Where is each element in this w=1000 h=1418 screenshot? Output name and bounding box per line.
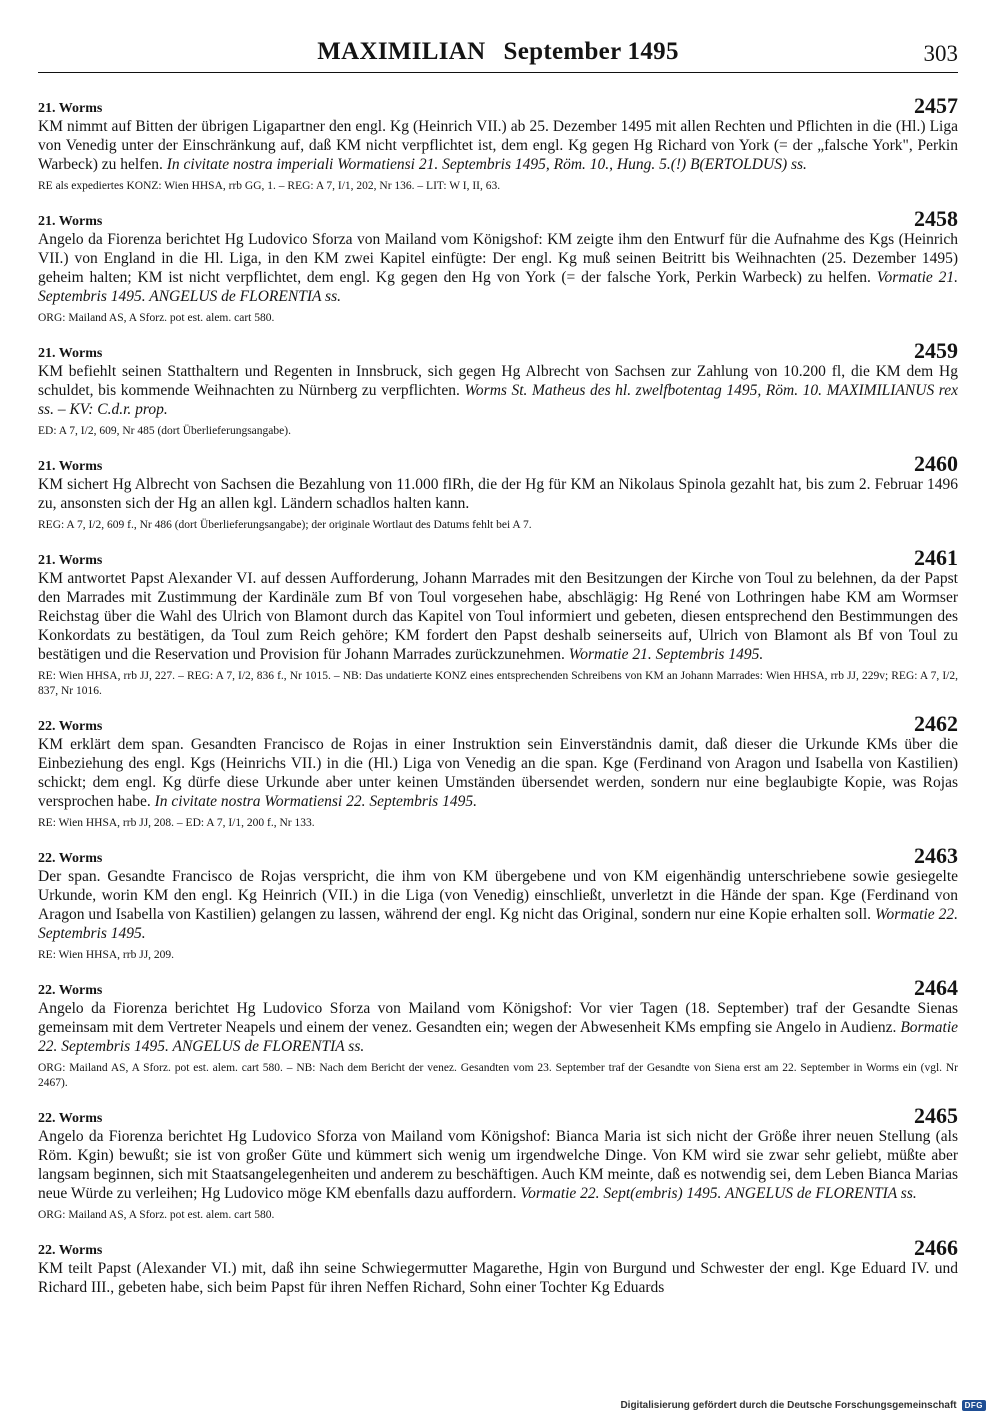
entry-notes: ORG: Mailand AS, A Sforz. pot est. alem. cart 580. xyxy=(38,312,275,324)
regest-entry xyxy=(38,845,958,963)
entry-text: KM nimmt auf Bitten der übrigen Ligapartner den engl. Kg (Heinrich VII.) ab 25. Dezember 1495 mit allen Rechten und Pflichten in die (Hl.) Liga von Venedig unter der Einschränkung auf, daß KM nicht verpflichtet ist, dem engl. Kg gegen Hg Richard von York (= der „falsche York", Perkin Warbeck) zu helfen. xyxy=(38,118,958,173)
entry-number: 2463 xyxy=(914,843,958,868)
regest-entry xyxy=(38,713,958,831)
entry-text: KM befiehlt seinen Statthaltern und Regenten in Innsbruck, sich gegen Hg Albrecht von Sachsen zur Zahlung von 10.200 fl, die KM dem Hg schuldet, bis kommende Weihnachten zu Nürnberg zu verpflichten. xyxy=(38,363,958,399)
entry-number: 2462 xyxy=(914,711,958,736)
entry-number: 2458 xyxy=(914,206,958,231)
entry-text: KM teilt Papst (Alexander VI.) mit, daß ihn seine Schwiegermutter Magarethe, Hgin von Burgund und Schwester der engl. Kge Eduard IV. und Richard III., gebeten habe, sich beim Papst für ihren Neffen Richard, Sohn einer Tochter Kg Eduards xyxy=(38,1260,958,1296)
entry-head xyxy=(38,845,958,867)
dfg-logo: DFG xyxy=(962,1400,986,1411)
entry-dating: In civitate nostra Wormatiensi 22. Septembris 1495. xyxy=(154,793,477,810)
regest-entry xyxy=(38,1105,958,1223)
entry-date: 21. Worms xyxy=(38,214,103,229)
entry-text: KM erklärt dem span. Gesandten Francisco de Rojas in einer Instruktion sein Einverständnis damit, daß dieser die Urkunde KMs über die Einbeziehung des engl. Kgs (Heinrichs VII.) in die (Hl.) Liga von Venedig an die span. Kge (Ferdinand von Aragon und Isabella von Kastilien) schickt; dem engl. Kg dürfe diese Urkunde aber unter keinen Umständen übersendet werden, sondern nur eine beglaubigte Kopie, was Rojas versprochen habe. xyxy=(38,736,958,810)
entry-date: 22. Worms xyxy=(38,719,103,734)
regest-entry xyxy=(38,547,958,699)
entry-head xyxy=(38,95,958,117)
page-number: 303 xyxy=(923,41,958,66)
entry-head xyxy=(38,1105,958,1127)
entry-number: 2461 xyxy=(914,545,958,570)
regest-entry xyxy=(38,977,958,1091)
entry-dating: Vormatie 21. Septembris 1495. ANGELUS de FLORENTIA ss. xyxy=(38,269,959,305)
entry-head xyxy=(38,453,958,475)
running-title-name: MAXIMILIAN xyxy=(317,38,486,65)
entry-body xyxy=(38,1259,958,1297)
entry-notes: RE: Wien HHSA, rrb JJ, 209. xyxy=(38,949,175,961)
entry-text: KM antwortet Papst Alexander VI. auf dessen Aufforderung, Johann Marrades mit den Besitzungen der Kirche von Toul zu belehnen, da der Papst den Marrades mit Zustimmung der Kardinäle zum Bf von Toul vorgesehen habe, abschlägig: Hg René von Lothringen habe KM am Wormser Reichstag über die Wahl des Ulrich von Blamont durch das Kapitel von Toul informiert und gebeten, diesen entsprechend den Bestimmungen des Konkordats zu bestätigen, da Toul zum Reich gehöre; KM fordert den Papst deshalb seinerseits auf, Ulrich von Blamont als Bf von Toul zu bestätigen und die Reservation und Provision für Johann Marrades zurückzunehmen. xyxy=(38,570,958,663)
entry-text: Angelo da Fiorenza berichtet Hg Ludovico Sforza von Mailand vom Königshof: KM zeigte ihm den Entwurf für die Aufnahme des Kgs (Heinrich VII.) von England in die Hl. Liga, in den KM zwei Kapitel einfügte: Der engl. Kg muß seinen Beitritt bis Weihnachten (25. Dezember 1495) geheim halten; KM ist nicht verpflichtet, dem engl. Kg gegen den Hg von York (= der falsche York, Perkin Warbeck) zu helfen. xyxy=(38,231,958,286)
entry-text: Angelo da Fiorenza berichtet Hg Ludovico Sforza von Mailand vom Königshof: Vor vier Tagen (18. September) traf der Gesandte Sienas gemeinsam mit dem Vertreter Neapels und einem der venez. Gesandten ein; wegen der Abwesenheit KMs empfing sie Angelo in Audienz. xyxy=(38,1000,958,1036)
entry-number: 2464 xyxy=(914,975,958,1000)
regest-entry xyxy=(38,453,958,533)
entry-number: 2460 xyxy=(914,451,958,476)
entry-head xyxy=(38,547,958,569)
entry-body xyxy=(38,230,958,306)
entry-dating: In civitate nostra imperiali Wormatiensi 21. Septembris 1495, Röm. 10., Hung. 5.(!) B(ERTOLDUS) ss. xyxy=(166,156,807,173)
entry-dating: Wormatie 22. Septembris 1495. xyxy=(38,906,958,942)
entry-text: Angelo da Fiorenza berichtet Hg Ludovico Sforza von Mailand vom Königshof: Bianca Maria ist sich nicht der Größe ihrer neuen Stellung (als Röm. Kgin) bewußt; sie ist von großer Güte und kümmert sich wenig um irgendwelche Dinge. Von KM wird sie zwar sehr geliebt, müßte aber langsam beginnen, sich mit Staatsangelegenheiten und anderem zu beschäftigen. Auch KM meinte, daß es notwendig sei, dem Leben Bianca Marias neue Würde zu verleihen; Hg Ludovico möge KM ebenfalls dazu auffordern. xyxy=(38,1128,958,1202)
entry-number: 2459 xyxy=(914,338,958,363)
entry-head xyxy=(38,977,958,999)
entry-body xyxy=(38,867,958,943)
entry-body xyxy=(38,362,958,419)
entry-notes: RE: Wien HHSA, rrb JJ, 227. – REG: A 7, I/2, 836 f., Nr 1015. – NB: Das undatierte KONZ eines entsprechenden Schreibens von KM an Johann Marrades: Wien HHSA, rrb JJ, 229v; REG: A 7, I/2, 837, Nr 1016. xyxy=(38,670,958,697)
entry-date: 22. Worms xyxy=(38,1243,103,1258)
regest-entry xyxy=(38,95,958,194)
entry-head xyxy=(38,713,958,735)
entry-dating: Vormatie 22. Sept(embris) 1495. ANGELUS de FLORENTIA ss. xyxy=(520,1185,917,1202)
entry-body xyxy=(38,475,958,513)
entry-notes: RE als expediertes KONZ: Wien HHSA, rrb GG, 1. – REG: A 7, I/1, 202, Nr 136. – LIT: W I, II, 63. xyxy=(38,180,501,192)
entry-date: 21. Worms xyxy=(38,459,103,474)
running-title xyxy=(38,38,958,66)
entry-date: 22. Worms xyxy=(38,851,103,866)
footer-credit xyxy=(620,1400,986,1411)
page-header xyxy=(38,36,958,76)
entry-head xyxy=(38,1237,958,1259)
entry-head xyxy=(38,340,958,362)
entry-body xyxy=(38,1127,958,1203)
regest-entry xyxy=(38,208,958,326)
entry-notes: RE: Wien HHSA, rrb JJ, 208. – ED: A 7, I/1, 200 f., Nr 133. xyxy=(38,817,315,829)
entry-date: 21. Worms xyxy=(38,346,103,361)
entry-notes: ORG: Mailand AS, A Sforz. pot est. alem. cart 580. xyxy=(38,1209,275,1221)
entry-dating: Wormatie 21. Septembris 1495. xyxy=(568,646,764,663)
entry-number: 2466 xyxy=(914,1235,958,1260)
entry-notes: ORG: Mailand AS, A Sforz. pot est. alem. cart 580. – NB: Nach dem Bericht der venez. Gesandten vom 23. September traf der Gesandte von Siena erst am 22. September in Worms ein (vgl. Nr 2467). xyxy=(38,1062,958,1089)
regest-entry xyxy=(38,1237,958,1297)
header-rule xyxy=(38,72,958,73)
entry-notes: ED: A 7, I/2, 609, Nr 485 (dort Überlieferungsangabe). xyxy=(38,425,291,437)
entry-number: 2465 xyxy=(914,1103,958,1128)
entry-text: KM sichert Hg Albrecht von Sachsen die Bezahlung von 11.000 flRh, die der Hg für KM an Nikolaus Spinola gezahlt hat, bis zum 2. Februar 1496 zu, ansonsten sich der Hg an allen kgl. Ländern schadlos halten kann. xyxy=(38,476,958,512)
entry-body xyxy=(38,999,958,1056)
entry-date: 21. Worms xyxy=(38,101,103,116)
entry-date: 21. Worms xyxy=(38,553,103,568)
entry-head xyxy=(38,208,958,230)
entry-body xyxy=(38,735,958,811)
running-title-date: September 1495 xyxy=(503,38,679,65)
entry-dating: Worms St. Matheus des hl. zwelfbotentag 1495, Röm. 10. MAXIMILIANUS rex ss. – KV: C.d.r. prop. xyxy=(38,382,959,418)
entry-number: 2457 xyxy=(914,93,958,118)
entry-notes: REG: A 7, I/2, 609 f., Nr 486 (dort Überlieferungsangabe); der originale Wortlaut des Datums fehlt bei A 7. xyxy=(38,519,532,531)
entry-body xyxy=(38,569,958,664)
entry-text: Der span. Gesandte Francisco de Rojas verspricht, die ihm von KM übergebene und von KM eigenhändig unterschriebene sowie gesiegelte Urkunde, worin KM den engl. Kg Heinrich (VII.) in die Liga (von Venedig) einschließt, unverletzt in die Hände der span. Kge (Ferdinand von Aragon und Isabella von Kastilien) gelangen zu lassen, während der engl. Kg nicht das Original, sondern nur eine Kopie erhalten soll. xyxy=(38,868,958,923)
entry-dating: Bormatie 22. Septembris 1495. ANGELUS de FLORENTIA ss. xyxy=(38,1019,958,1055)
footer-credit-text: Digitalisierung gefördert durch die Deutsche Forschungsgemeinschaft xyxy=(620,1400,957,1411)
entry-date: 22. Worms xyxy=(38,983,103,998)
regest-entries xyxy=(38,95,958,1311)
entry-body xyxy=(38,117,958,174)
regest-entry xyxy=(38,340,958,439)
entry-date: 22. Worms xyxy=(38,1111,103,1126)
